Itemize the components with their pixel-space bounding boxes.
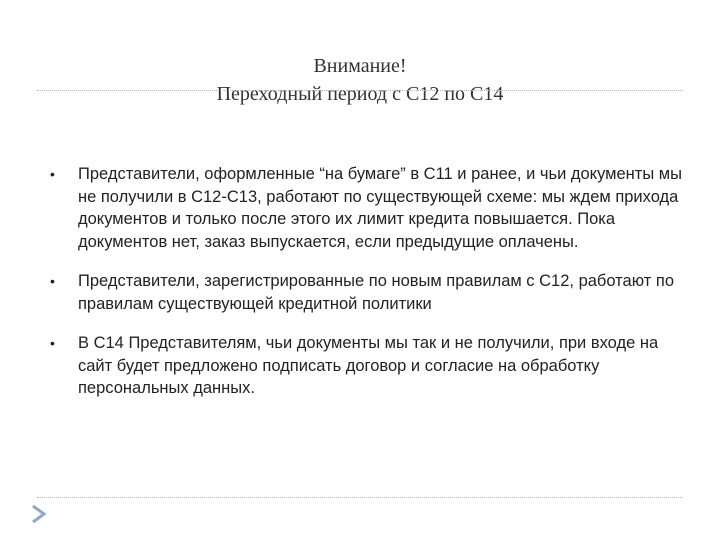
bullet-marker: • — [50, 273, 55, 289]
bullet-item-3 — [42, 332, 682, 400]
top-divider — [37, 90, 683, 91]
bullet-item-1 — [42, 163, 682, 253]
bullet-list — [42, 163, 682, 417]
bottom-divider — [37, 497, 683, 498]
bullet-item-2 — [42, 270, 682, 315]
bullet-marker: • — [50, 166, 55, 182]
chevron-right-icon[interactable] — [30, 503, 48, 525]
bullet-marker: • — [50, 335, 55, 351]
bullet-text: Представители, зарегистрированные по новым правилам с С12, работают по правилам существующей кредитной политики — [78, 272, 674, 313]
slide-title-line-2: Переходный период с С12 по С14 — [216, 83, 504, 105]
bullet-text: Представители, оформленные “на бумаге” в С11 и ранее, и чьи документы мы не получили в С12-С13, работают по существующей схеме: мы ждем прихода документов и только после этого их лимит кредита повышается. Пока документов нет, заказ выпускается, если предыдущие оплачены. — [78, 165, 682, 251]
slide-title-line-1: Внимание! — [313, 55, 407, 77]
slide-title — [0, 52, 720, 108]
bullet-text: В С14 Представителям, чьи документы мы так и не получили, при входе на сайт будет предложено подписать договор и согласие на обработку персональных данных. — [78, 334, 659, 397]
